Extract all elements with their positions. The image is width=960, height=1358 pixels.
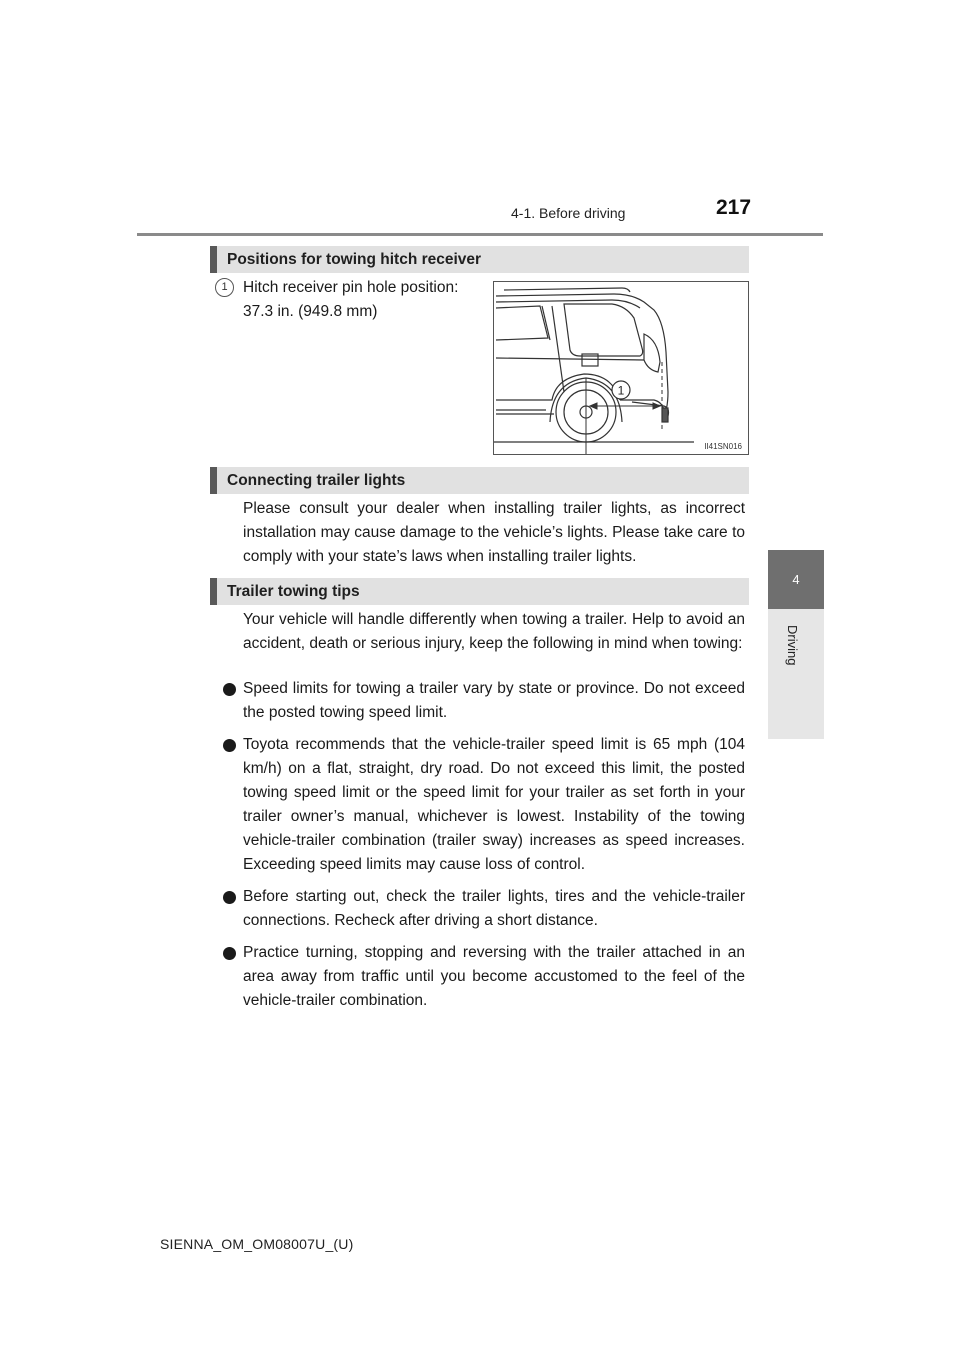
hitch-position-line: Hitch receiver pin hole position: 37.3 in. (949.8 mm)	[243, 279, 459, 320]
bullet-icon	[223, 947, 236, 960]
bullet-icon	[223, 739, 236, 752]
bullet-text: Practice turning, stopping and reversing with the trailer attached in an area away from traffic until you become accustomed to the feel of the vehicle-trailer combination.	[243, 944, 745, 1009]
bullet-text: Toyota recommends that the vehicle-trailer speed limit is 65 mph (104 km/h) on a flat, straight, dry road. Do not exceed this limit, the posted towing speed limit or the speed limit for your trailer as set forth in your trailer owner’s manual, whichever is lowest. Instability of the towing vehicle-trailer combination (trailer sway) increases as speed increases. Exceeding speed limits may cause loss of control.	[243, 736, 745, 873]
list-item	[222, 677, 745, 725]
page-number: 217	[716, 196, 752, 219]
chapter-tab-number: 4	[768, 550, 824, 609]
chapter-tab-label: Driving	[785, 625, 800, 666]
list-item	[222, 733, 745, 877]
section-heading-hitch: Positions for towing hitch receiver	[210, 246, 749, 273]
section-heading-lights: Connecting trailer lights	[210, 467, 749, 494]
item-number-badge: 1	[215, 278, 234, 297]
vehicle-rear-illustration	[493, 281, 749, 455]
bullet-icon	[223, 683, 236, 696]
figure-code: II41SN016	[704, 442, 742, 451]
bullet-text: Speed limits for towing a trailer vary by state or province. Do not exceed the posted towing speed limit.	[243, 680, 745, 721]
document-code-footer: SIENNA_OM_OM08007U_(U)	[160, 1236, 354, 1252]
bullet-icon	[223, 891, 236, 904]
tips-intro-text: Your vehicle will handle differently when towing a trailer. Help to avoid an accident, death or serious injury, keep the following in mind when towing:	[243, 611, 745, 652]
list-item	[222, 885, 745, 933]
lights-body-text: Please consult your dealer when installing trailer lights, as incorrect installation may cause damage to the vehicle’s lights. Please take care to comply with your state’s laws when installing trailer lights.	[243, 500, 745, 565]
list-item	[222, 941, 745, 1013]
callout-number: 1	[617, 383, 625, 398]
tips-bullet-list	[222, 677, 745, 1021]
running-header-section: 4-1. Before driving	[511, 205, 626, 221]
hitch-position-text	[243, 276, 481, 324]
vehicle-side-drawing	[494, 282, 748, 454]
bullet-text: Before starting out, check the trailer lights, tires and the vehicle-trailer connections. Recheck after driving a short distance.	[243, 888, 745, 929]
header-rule	[137, 233, 823, 236]
section-heading-tips: Trailer towing tips	[210, 578, 749, 605]
